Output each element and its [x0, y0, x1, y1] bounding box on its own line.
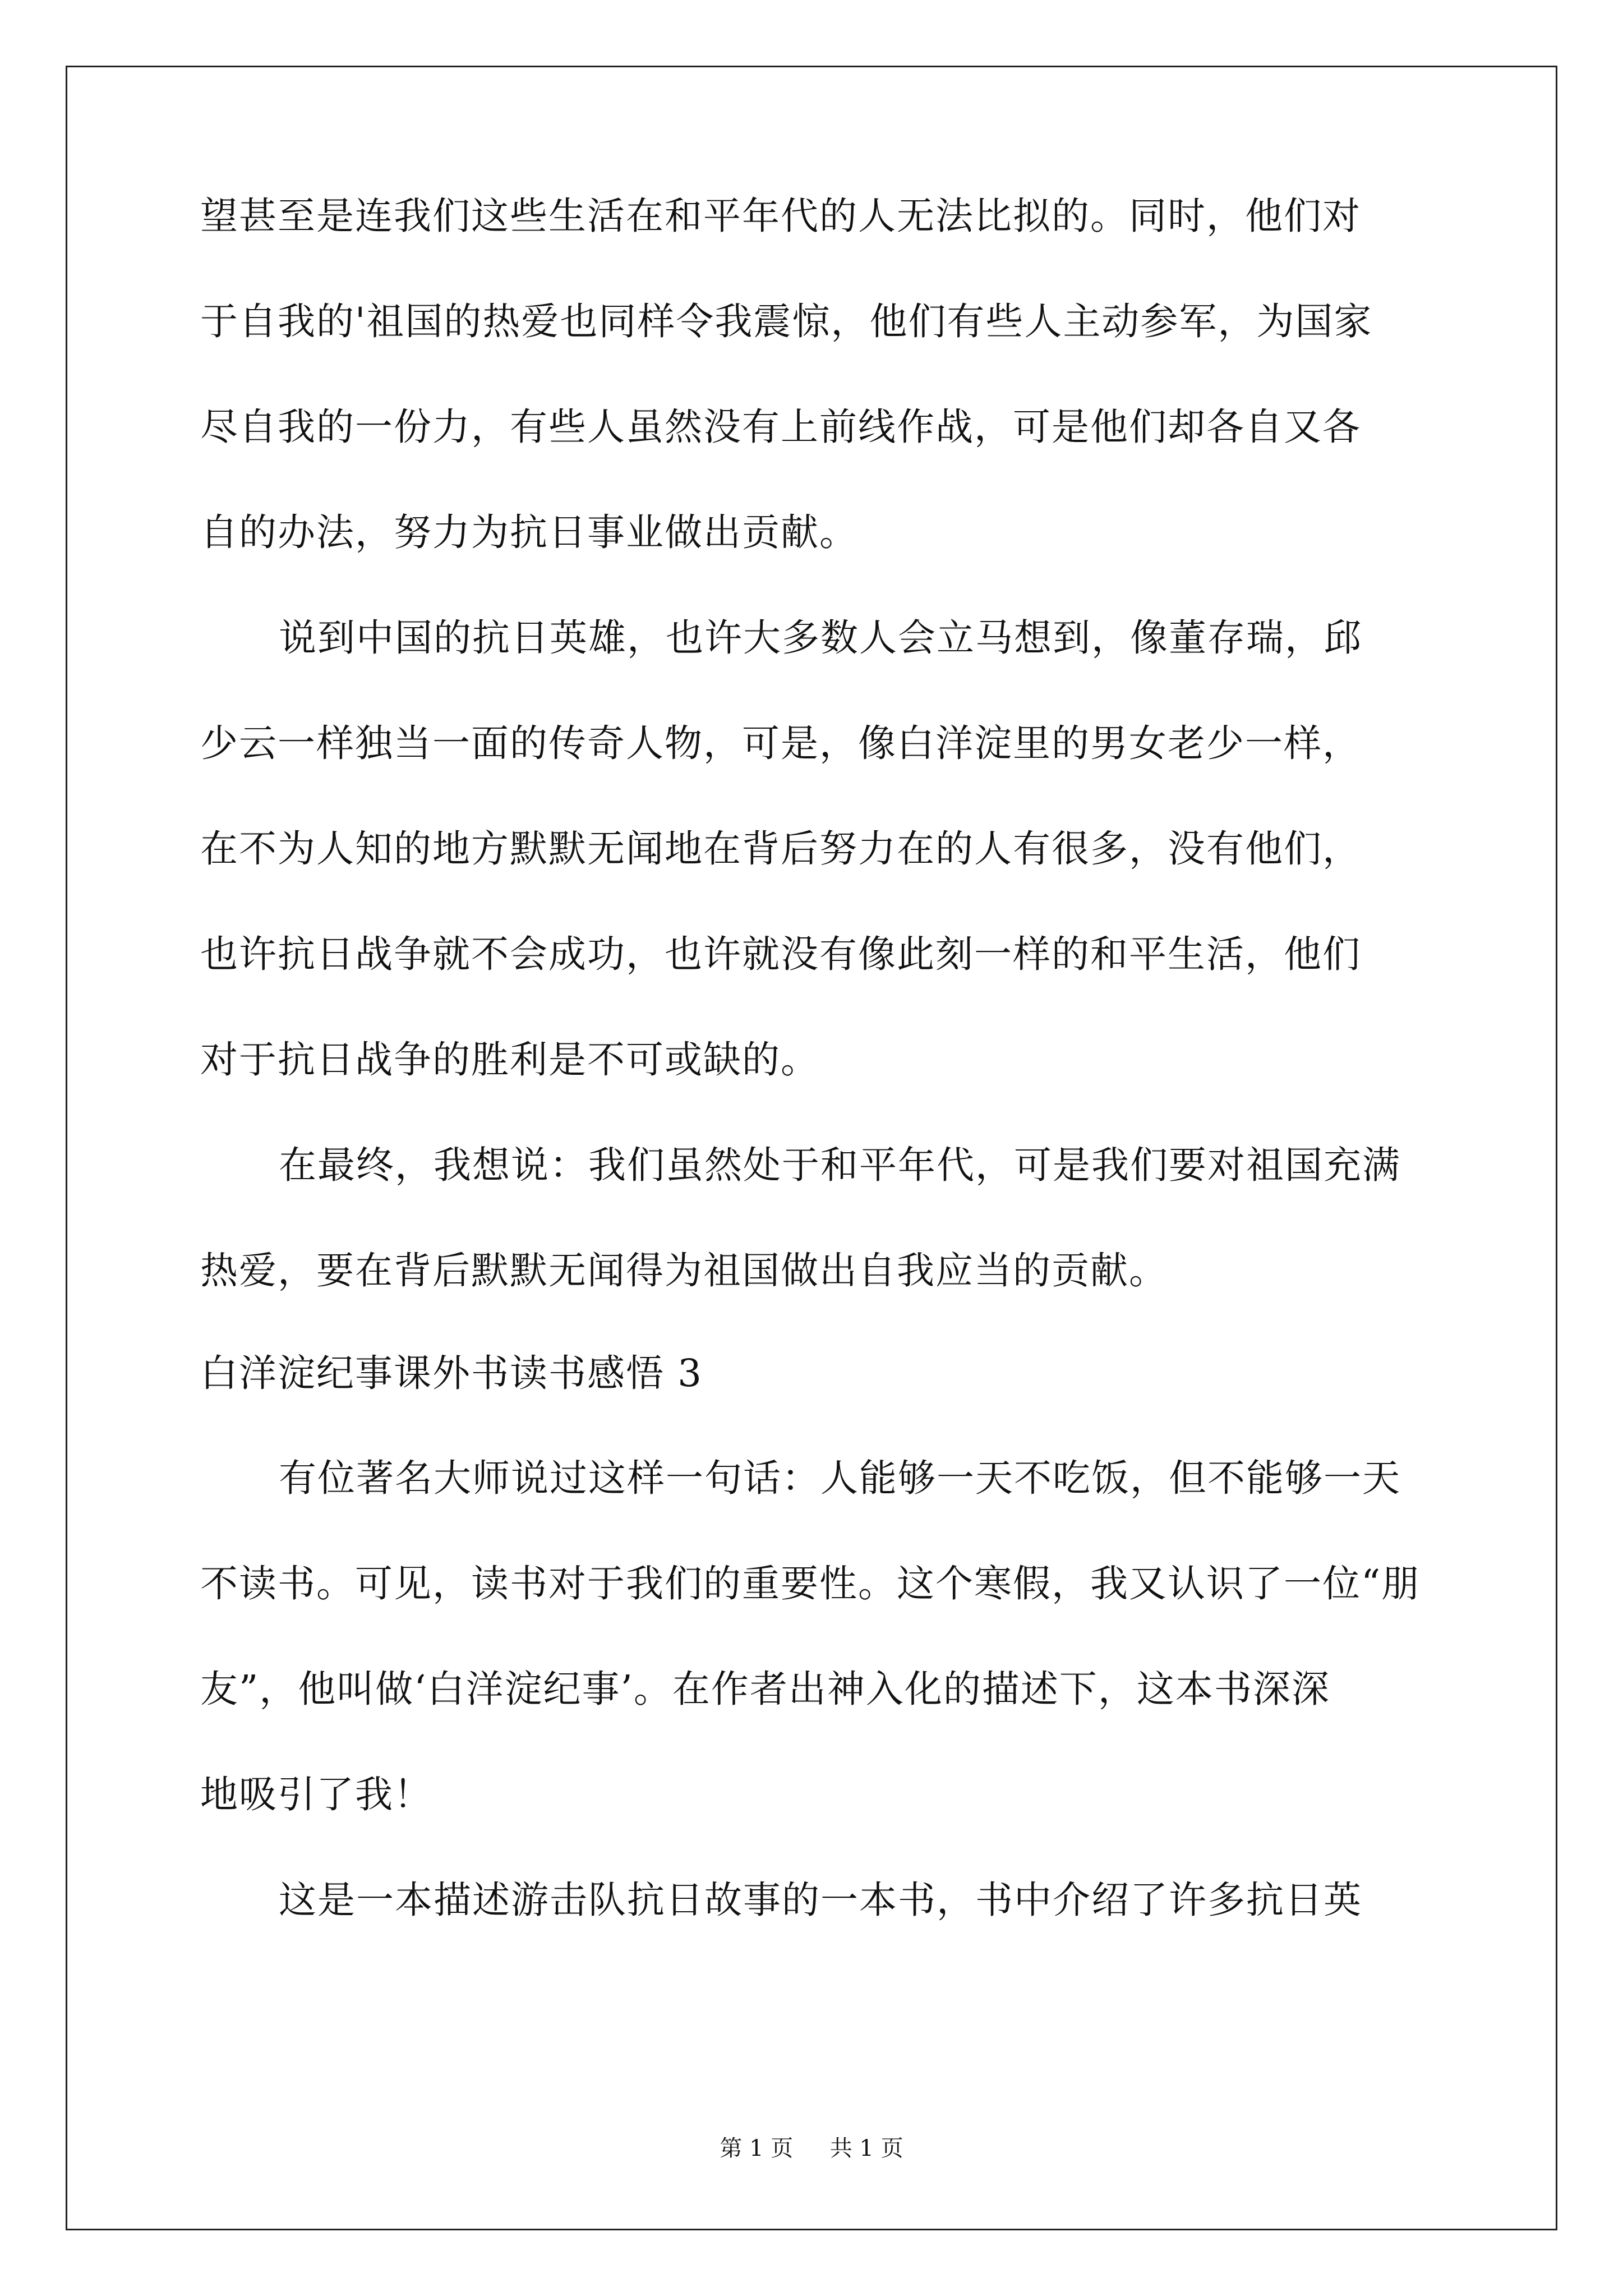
page-footer [0, 2132, 1623, 2165]
paragraph-line: 有位著名大师说过这样一句话：人能够一天不吃饭，但不能够一天 [279, 1456, 1401, 1500]
paragraph-line: 于自我的'祖国的热爱也同样令我震惊，他们有些人主动参军，为国家 [200, 300, 1373, 343]
total-pages: 共 1 页 [829, 2136, 903, 2161]
paragraph-line: 热爱，要在背后默默无闻得为祖国做出自我应当的贡献。 [200, 1249, 1168, 1292]
paragraph-line: 自的办法，努力为抗日事业做出贡献。 [200, 510, 858, 554]
paragraph-line: 少云一样独当一面的传奇人物，可是，像白洋淀里的男女老少一样， [200, 721, 1361, 765]
paragraph-line: 不读书。可见，读书对于我们的重要性。这个寒假，我又认识了一位“朋 [200, 1562, 1421, 1605]
section-heading: 白洋淀纪事课外书读书感悟 3 [200, 1351, 703, 1395]
paragraph-line: 望甚至是连我们这些生活在和平年代的人无法比拟的。同时，他们对 [200, 194, 1361, 238]
paragraph-line: 对于抗日战争的胜利是不可或缺的。 [200, 1038, 819, 1082]
page-number: 第 1 页 [720, 2136, 794, 2161]
paragraph-line: 友”，他叫做‘白洋淀纪事’。在作者出神入化的描述下，这本书深深 [200, 1667, 1330, 1711]
paragraph-line: 在最终，我想说：我们虽然处于和平年代，可是我们要对祖国充满 [279, 1143, 1401, 1187]
paragraph-line: 也许抗日战争就不会成功，也许就没有像此刻一样的和平生活，他们 [200, 932, 1361, 976]
paragraph-line: 在不为人知的地方默默无闻地在背后努力在的人有很多，没有他们， [200, 827, 1361, 871]
paragraph-line: 说到中国的抗日英雄，也许大多数人会立马想到，像董存瑞，邱 [279, 616, 1362, 660]
paragraph-line: 尽自我的一份力，有些人虽然没有上前线作战，可是他们却各自又各 [200, 405, 1361, 449]
paragraph-line: 地吸引了我！ [200, 1773, 432, 1816]
paragraph-line: 这是一本描述游击队抗日故事的一本书，书中介绍了许多抗日英 [279, 1878, 1362, 1922]
